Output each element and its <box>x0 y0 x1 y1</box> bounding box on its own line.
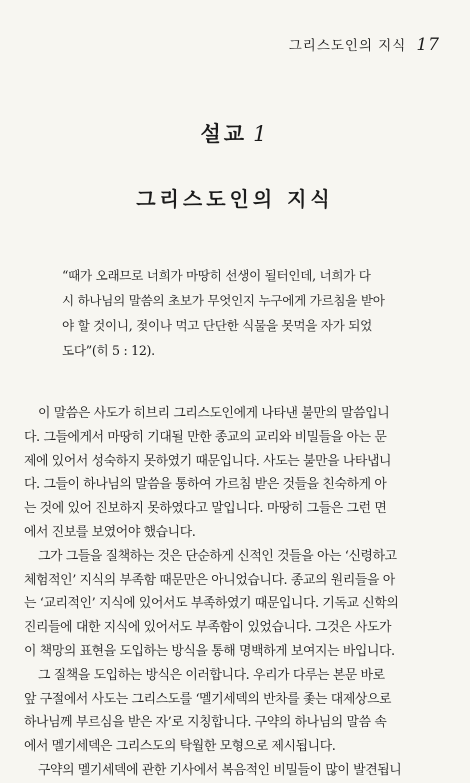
quote-line: 시 하나님의 말씀의 초보가 무엇인지 누구에게 가르침을 받아 <box>62 293 385 308</box>
body-line: 앞 구절에서 사도는 그리스도를 ‘멜기세덱의 반차를 좇는 대제상으로 <box>24 691 392 707</box>
quote-line: 야 할 것이니, 젖이나 먹고 단단한 식물을 못먹을 자가 되었 <box>62 318 372 333</box>
body-line: 는 ‘교리적인’ 지식에 있어서도 부족하였기 때문입니다. 기독교 신학의 <box>24 596 399 612</box>
sermon-label-text: 설교 <box>200 121 248 146</box>
body-line: 진리들에 대한 지식에 있어서도 부족함이 있었습니다. 그것은 사도가 <box>24 620 392 636</box>
body-line: 그 질책을 도입하는 방식은 이러합니다. 우리가 다루는 본문 바로 <box>38 667 385 683</box>
body-line: 다. 그들이 하나님의 말씀을 통하여 가르침 받은 것들을 친숙하게 아 <box>24 477 387 493</box>
scripture-quote <box>62 263 424 363</box>
quote-line: “때가 오래므로 너희가 마땅히 선생이 될터인데, 너희가 다 <box>62 268 371 283</box>
body-line: 하나님께 부르심을 받은 자’로 지칭합니다. 구약의 하나님의 말씀 속 <box>24 715 387 731</box>
page-number: 17 <box>416 35 440 55</box>
body-line: 에서 멜기세덱은 그리스도의 탁월한 모형으로 제시됩니다. <box>24 739 336 755</box>
body-line: 이 책망의 표현을 도입하는 방식을 통해 명백하게 보여지는 바입니다. <box>24 643 395 659</box>
body-line: 체험적인’ 지식의 부족함 때문만은 아니었습니다. 종교의 원리들을 아 <box>24 572 395 588</box>
body-line: 에서 진보를 보였어야 했습니다. <box>24 524 196 540</box>
running-title: 그리스도인의 지식 <box>288 38 407 54</box>
quote-line: 도다”(히 5 : 12). <box>62 343 155 358</box>
sermon-number: 1 <box>253 122 270 146</box>
body-line: 그가 그들을 질책하는 것은 단순하게 신적인 것들을 아는 ‘신령하고 <box>38 548 397 564</box>
body-line: 다. 그들에게서 마땅히 기대될 만한 종교의 교리와 비밀들을 아는 문 <box>24 429 387 445</box>
body-line: 구약의 멜기세덱에 관한 기사에서 복음적인 비밀들이 많이 발견됩니 <box>38 762 402 778</box>
body-line: 이 말씀은 사도가 히브리 그리스도인에게 나타낸 불만의 말씀입니 <box>38 406 390 421</box>
body-line: 는 것에 있어 진보하지 못하였다고 말입니다. 마땅히 그들은 그런 면 <box>24 501 387 517</box>
sermon-label <box>0 118 470 148</box>
body-line: 제에 있어서 성숙하지 못하였기 때문입니다. 사도는 불만을 나타냅니 <box>24 453 392 469</box>
chapter-title: 그리스도인의 지식 <box>136 187 334 211</box>
running-header <box>289 34 440 55</box>
body-text <box>24 402 449 783</box>
